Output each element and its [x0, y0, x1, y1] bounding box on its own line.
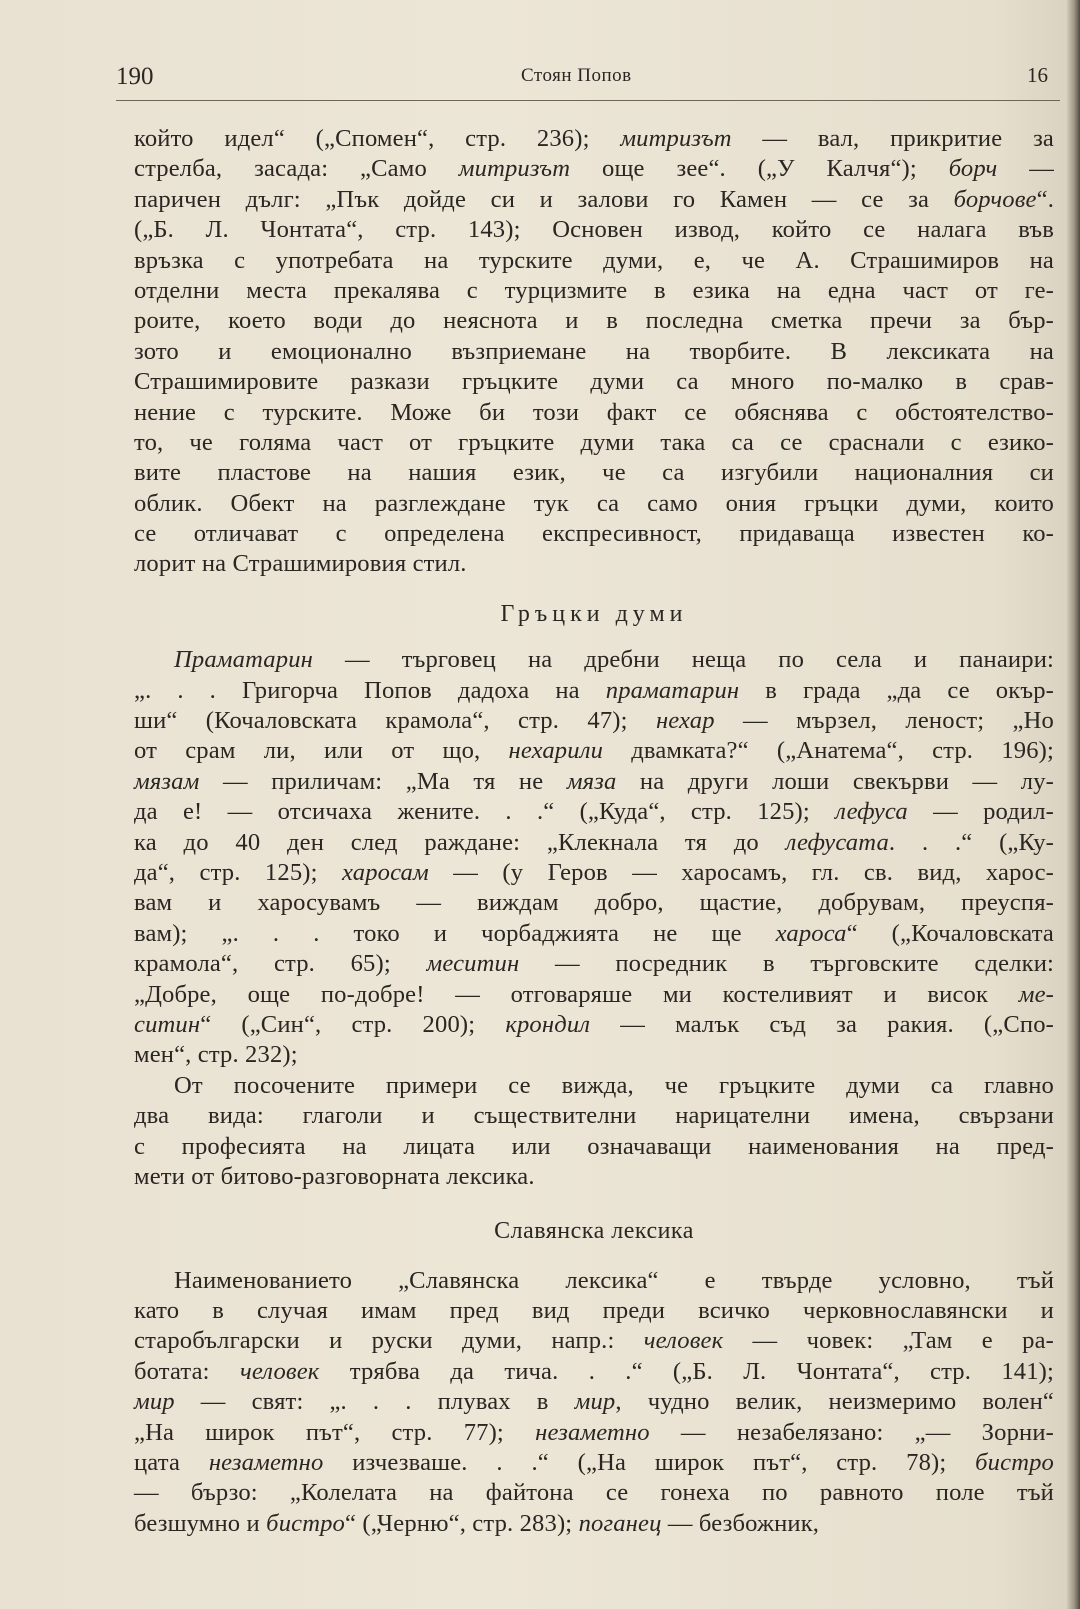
text-line: От посочените примери се вижда, че гръцките думи са главно — [174, 1071, 1054, 1099]
text-line: отделни места прекалява с турцизмите в езика на една част от ге- — [134, 276, 1054, 304]
text-line: то, че голяма част от гръцките думи така са се сраснали с езико- — [134, 428, 1054, 456]
text-line: стрелба, засада: „Само митризът още зее“. („У Калчя“); борч — — [134, 155, 1055, 183]
text-line: два вида: глаголи и съществителни нарицателни имена, свързани — [134, 1102, 1054, 1130]
text-line: който идел“ („Спомен“, стр. 236); митризът — вал, прикритие за — [134, 125, 1054, 152]
header-rule — [116, 100, 1060, 101]
text-line: цата незаметно изчезваше. . .“ („На широк път“, стр. 78); бистро — [134, 1449, 1054, 1477]
text-line: „Добре, още по-добре! — отговаряше ми костеливият и висок ме- — [134, 980, 1054, 1008]
paragraph-slavic-lexicon — [134, 1266, 1054, 1540]
text-line: се отличават с определена експресивност, придаваща известен ко- — [134, 520, 1054, 548]
text-line: ситин“ („Син“, стр. 200); крондил — малък съд за ракия. („Спо- — [134, 1010, 1054, 1038]
text-line: крамола“, стр. 65); меситин — посредник в търговските сделки: — [134, 950, 1055, 978]
text-line: като в случая имам пред вид преди всичко черковнославянски и — [134, 1297, 1054, 1325]
text-line: мети от битово-разговорната лексика. — [134, 1162, 535, 1190]
text-line: да е! — отсичаха жените. . .“ („Куда“, стр. 125); лефуса — родил- — [134, 798, 1054, 826]
body-text — [134, 124, 1054, 1539]
text-line: ботата: человек трябва да тича. . .“ („Б. Л. Чонтата“, стр. 141); — [134, 1357, 1054, 1385]
text-line: да“, стр. 125); харосам — (у Геров — харосамъ, гл. св. вид, харос- — [134, 858, 1055, 886]
text-line: с професията на лицата или означаващи наименования на пред- — [134, 1132, 1054, 1160]
text-line: облик. Обект на разглеждане тук са само ония гръцки думи, които — [134, 489, 1054, 517]
page-header — [116, 60, 1056, 100]
text-line: връзка с употребата на турските думи, е, че А. Страшимиров на — [134, 246, 1054, 274]
text-line: Праматарин — търговец на дребни неща по села и панаири: — [174, 646, 1054, 674]
page-number: 190 — [116, 63, 154, 90]
paragraph-greek-summary — [134, 1071, 1054, 1193]
text-line: Наименованието „Славянска лексика“ е твърде условно, тъй — [174, 1266, 1054, 1294]
text-line: „. . . Григорча Попов дадоха на праматарин в града „да се окър- — [134, 676, 1054, 704]
text-line: ши“ (Кочаловската крамола“, стр. 47); нехар — мързел, леност; „Но — [134, 707, 1054, 735]
page-edge-shadow — [1066, 0, 1080, 1609]
text-line: „На широк път“, стр. 77); незаметно — незабелязано: „— Зорни- — [134, 1418, 1054, 1446]
corner-page-number: 16 — [1027, 63, 1048, 87]
text-line: безшумно и бистро“ („Черню“, стр. 283); поганец — безбожник, — [134, 1509, 820, 1537]
text-line: вам); „. . . токо и чорбаджията не ще хароса“ („Кочаловската — [134, 919, 1054, 947]
text-line: зото и емоционално възприемане на творбите. В лексиката на — [134, 337, 1054, 365]
text-line: мязам — приличам: „Ма тя не мяза на други лоши свекърви — лу- — [134, 767, 1054, 795]
paragraph-greek-words — [134, 645, 1054, 1070]
text-line: — бързо: „Колелата на файтона се гонеха по равното поле тъй — [134, 1479, 1054, 1507]
text-line: ка до 40 ден след раждане: „Клекнала тя до лефусата. . .“ („Ку- — [134, 828, 1054, 856]
text-line: Страшимировите разкази гръцките думи са много по-малко в срав- — [134, 368, 1054, 396]
text-line: мир — свят: „. . . плувах в мир, чудно велик, неизмеримо волен“ — [134, 1388, 1054, 1416]
text-line: старобългарски и руски думи, напр.: человек — човек: „Там е ра- — [134, 1327, 1054, 1355]
text-line: вите пластове на нашия език, че са изгубили националния си — [134, 459, 1054, 487]
text-line: мен“, стр. 232); — [134, 1041, 298, 1069]
text-line: („Б. Л. Чонтата“, стр. 143); Основен извод, който се налага във — [134, 216, 1054, 244]
paragraph-continuation — [134, 124, 1054, 580]
text-line: от срам ли, или от що, нехарили двамката?“ („Анатема“, стр. 196); — [134, 737, 1054, 765]
running-title: Стоян Попов — [521, 65, 632, 86]
section-heading-greek-words: Гръцки думи — [500, 600, 688, 627]
text-line: роите, което води до неяснота и в последна сметка пречи за бър- — [134, 307, 1054, 335]
text-line: нение с турските. Може би този факт се обяснява с обстоятелство- — [134, 398, 1054, 426]
text-line: вам и харосувамъ — виждам добро, щастие, добрувам, преуспя- — [134, 889, 1054, 917]
text-line: паричен дълг: „Пък дойде си и залови го Камен — се за борчове“. — [134, 185, 1054, 213]
section-heading-slavic-lexicon: Славянска лексика — [494, 1218, 694, 1245]
text-line: лорит на Страшимировия стил. — [134, 550, 467, 578]
